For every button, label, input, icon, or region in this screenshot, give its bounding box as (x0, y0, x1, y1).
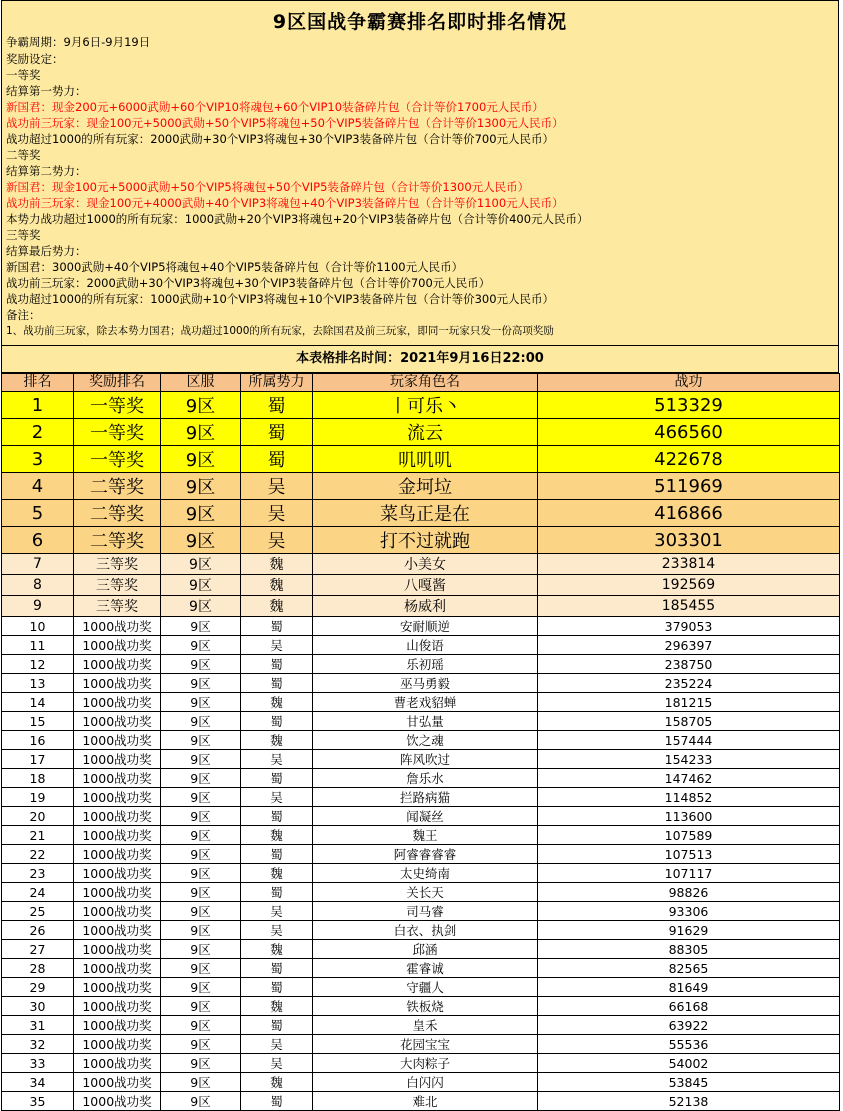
cell-server[interactable]: 9区 (161, 864, 241, 883)
cell-award[interactable]: 1000战功奖 (74, 940, 161, 959)
cell-server[interactable]: 9区 (161, 575, 241, 596)
cell-merit[interactable]: 466560 (538, 419, 840, 446)
cell-faction[interactable]: 魏 (241, 864, 313, 883)
cell-rank[interactable]: 17 (2, 750, 74, 769)
cell-rank[interactable]: 28 (2, 959, 74, 978)
cell-rank[interactable]: 31 (2, 1016, 74, 1035)
cell-rank[interactable]: 15 (2, 712, 74, 731)
notice-panel (1, 0, 839, 346)
cell-player-name[interactable]: 八嘎酱 (313, 575, 538, 596)
header-server[interactable]: 区服 (161, 374, 241, 392)
cell-merit[interactable]: 303301 (538, 527, 840, 554)
cell-rank[interactable]: 18 (2, 769, 74, 788)
table-row (2, 940, 840, 959)
cell-merit[interactable]: 154233 (538, 750, 840, 769)
cell-server[interactable]: 9区 (161, 674, 241, 693)
cell-merit[interactable]: 113600 (538, 807, 840, 826)
cell-server[interactable]: 9区 (161, 655, 241, 674)
cell-merit[interactable]: 511969 (538, 473, 840, 500)
cell-faction[interactable]: 魏 (241, 575, 313, 596)
cell-faction[interactable]: 蜀 (241, 392, 313, 419)
table-row (2, 1054, 840, 1073)
cell-rank[interactable]: 16 (2, 731, 74, 750)
table-row (2, 921, 840, 940)
notice-line: 新国君：现金200元+6000武勋+60个VIP10将魂包+60个VIP10装备碎片包（合计等价1700元人民币） (6, 100, 544, 114)
cell-rank[interactable]: 27 (2, 940, 74, 959)
cell-player-name[interactable]: 闻凝丝 (313, 807, 538, 826)
notice-line: 奖励设定： (6, 52, 64, 66)
cell-award[interactable]: 1000战功奖 (74, 731, 161, 750)
cell-faction[interactable]: 蜀 (241, 419, 313, 446)
table-row (2, 997, 840, 1016)
cell-player-name[interactable]: 霍睿诚 (313, 959, 538, 978)
cell-merit[interactable]: 107513 (538, 845, 840, 864)
cell-award[interactable]: 1000战功奖 (74, 959, 161, 978)
table-row (2, 392, 840, 419)
cell-award[interactable]: 三等奖 (74, 554, 161, 575)
table-row (2, 419, 840, 446)
cell-player-name[interactable]: 白闪闪 (313, 1073, 538, 1092)
cell-server[interactable]: 9区 (161, 731, 241, 750)
cell-faction[interactable]: 蜀 (241, 674, 313, 693)
cell-merit[interactable]: 238750 (538, 655, 840, 674)
cell-rank[interactable]: 3 (2, 446, 74, 473)
table-row (2, 750, 840, 769)
cell-server[interactable]: 9区 (161, 959, 241, 978)
header-award[interactable]: 奖励排名 (74, 374, 161, 392)
cell-player-name[interactable]: 守疆人 (313, 978, 538, 997)
cell-faction[interactable]: 魏 (241, 1073, 313, 1092)
cell-server[interactable]: 9区 (161, 1054, 241, 1073)
cell-rank[interactable]: 33 (2, 1054, 74, 1073)
cell-server[interactable]: 9区 (161, 788, 241, 807)
cell-player-name[interactable]: 太史绮南 (313, 864, 538, 883)
cell-faction[interactable]: 吴 (241, 636, 313, 655)
cell-merit[interactable]: 235224 (538, 674, 840, 693)
cell-faction[interactable]: 蜀 (241, 845, 313, 864)
cell-server[interactable]: 9区 (161, 473, 241, 500)
header-player-name[interactable]: 玩家角色名 (313, 374, 538, 392)
cell-faction[interactable]: 魏 (241, 997, 313, 1016)
notice-line: 备注： (6, 308, 41, 322)
cell-merit[interactable]: 147462 (538, 769, 840, 788)
cell-merit[interactable]: 233814 (538, 554, 840, 575)
cell-award[interactable]: 三等奖 (74, 575, 161, 596)
cell-merit[interactable]: 416866 (538, 500, 840, 527)
cell-server[interactable]: 9区 (161, 997, 241, 1016)
cell-award[interactable]: 1000战功奖 (74, 1016, 161, 1035)
cell-rank[interactable]: 8 (2, 575, 74, 596)
cell-award[interactable]: 1000战功奖 (74, 693, 161, 712)
cell-faction[interactable]: 吴 (241, 921, 313, 940)
cell-player-name[interactable]: 金坷垃 (313, 473, 538, 500)
cell-player-name[interactable]: 饮之魂 (313, 731, 538, 750)
cell-server[interactable]: 9区 (161, 940, 241, 959)
table-row (2, 1092, 840, 1111)
cell-rank[interactable]: 5 (2, 500, 74, 527)
cell-server[interactable]: 9区 (161, 617, 241, 636)
cell-merit[interactable]: 181215 (538, 693, 840, 712)
cell-faction[interactable]: 蜀 (241, 655, 313, 674)
cell-rank[interactable]: 14 (2, 693, 74, 712)
table-row (2, 575, 840, 596)
cell-player-name[interactable]: 安耐顺逆 (313, 617, 538, 636)
cell-merit[interactable]: 81649 (538, 978, 840, 997)
cell-faction[interactable]: 魏 (241, 596, 313, 617)
cell-server[interactable]: 9区 (161, 1092, 241, 1111)
cell-server[interactable]: 9区 (161, 712, 241, 731)
cell-merit[interactable]: 107117 (538, 864, 840, 883)
notice-line: 结算最后势力： (6, 244, 87, 258)
cell-faction[interactable]: 吴 (241, 788, 313, 807)
cell-player-name[interactable]: 詹乐水 (313, 769, 538, 788)
cell-player-name[interactable]: 甘弘量 (313, 712, 538, 731)
table-row (2, 712, 840, 731)
cell-award[interactable]: 1000战功奖 (74, 750, 161, 769)
cell-rank[interactable]: 24 (2, 883, 74, 902)
spreadsheet (1, 0, 839, 1111)
cell-server[interactable]: 9区 (161, 446, 241, 473)
cell-rank[interactable]: 26 (2, 921, 74, 940)
cell-server[interactable]: 9区 (161, 1073, 241, 1092)
cell-award[interactable]: 二等奖 (74, 527, 161, 554)
cell-player-name[interactable]: 山俊语 (313, 636, 538, 655)
cell-rank[interactable]: 35 (2, 1092, 74, 1111)
cell-server[interactable]: 9区 (161, 596, 241, 617)
cell-rank[interactable]: 11 (2, 636, 74, 655)
cell-award[interactable]: 一等奖 (74, 446, 161, 473)
cell-faction[interactable]: 蜀 (241, 883, 313, 902)
cell-player-name[interactable]: 丨可乐丶 (313, 392, 538, 419)
cell-rank[interactable]: 21 (2, 826, 74, 845)
cell-faction[interactable]: 吴 (241, 1054, 313, 1073)
cell-faction[interactable]: 蜀 (241, 1092, 313, 1111)
cell-award[interactable]: 1000战功奖 (74, 864, 161, 883)
cell-rank[interactable]: 29 (2, 978, 74, 997)
cell-merit[interactable]: 53845 (538, 1073, 840, 1092)
cell-rank[interactable]: 13 (2, 674, 74, 693)
cell-server[interactable]: 9区 (161, 769, 241, 788)
table-row (2, 554, 840, 575)
cell-award[interactable]: 1000战功奖 (74, 807, 161, 826)
table-row (2, 731, 840, 750)
cell-faction[interactable]: 吴 (241, 527, 313, 554)
cell-rank[interactable]: 32 (2, 1035, 74, 1054)
table-row (2, 693, 840, 712)
cell-player-name[interactable]: 阿睿睿睿睿 (313, 845, 538, 864)
cell-rank[interactable]: 10 (2, 617, 74, 636)
table-row (2, 500, 840, 527)
cell-rank[interactable]: 34 (2, 1073, 74, 1092)
cell-faction[interactable]: 魏 (241, 826, 313, 845)
table-row (2, 978, 840, 997)
cell-server[interactable]: 9区 (161, 636, 241, 655)
cell-award[interactable]: 1000战功奖 (74, 845, 161, 864)
page-title: 9区国战争霸赛排名即时排名情况 (272, 11, 568, 33)
cell-player-name[interactable]: 乐初瑶 (313, 655, 538, 674)
notice-line: 战功超过1000的所有玩家：2000武勋+30个VIP3将魂包+30个VIP3装备碎片包（合计等价700元人民币） (6, 132, 555, 146)
cell-faction[interactable]: 吴 (241, 500, 313, 527)
cell-award[interactable]: 1000战功奖 (74, 826, 161, 845)
cell-server[interactable]: 9区 (161, 807, 241, 826)
cell-rank[interactable]: 23 (2, 864, 74, 883)
cell-merit[interactable]: 422678 (538, 446, 840, 473)
header-merit[interactable]: 战功 (538, 374, 840, 392)
cell-player-name[interactable]: 阵风吹过 (313, 750, 538, 769)
cell-player-name[interactable]: 曹老戏貂蝉 (313, 693, 538, 712)
table-row (2, 788, 840, 807)
cell-faction[interactable]: 蜀 (241, 959, 313, 978)
cell-faction[interactable]: 蜀 (241, 446, 313, 473)
notice-line: 战功超过1000的所有玩家：1000武勋+10个VIP3将魂包+10个VIP3装备碎片包（合计等价300元人民币） (6, 292, 555, 306)
cell-award[interactable]: 1000战功奖 (74, 1092, 161, 1111)
table-row (2, 864, 840, 883)
cell-rank[interactable]: 2 (2, 419, 74, 446)
table-row (2, 655, 840, 674)
table-row (2, 446, 840, 473)
ranking-table-body (2, 392, 840, 1111)
cell-player-name[interactable]: 流云 (313, 419, 538, 446)
cell-award[interactable]: 一等奖 (74, 419, 161, 446)
cell-server[interactable]: 9区 (161, 978, 241, 997)
cell-server[interactable]: 9区 (161, 883, 241, 902)
table-row (2, 845, 840, 864)
cell-faction[interactable]: 蜀 (241, 978, 313, 997)
cell-award[interactable]: 1000战功奖 (74, 1035, 161, 1054)
cell-award[interactable]: 1000战功奖 (74, 769, 161, 788)
cell-merit[interactable]: 379053 (538, 617, 840, 636)
cell-award[interactable]: 三等奖 (74, 596, 161, 617)
cell-award[interactable]: 1000战功奖 (74, 1073, 161, 1092)
cell-award[interactable]: 1000战功奖 (74, 902, 161, 921)
cell-award[interactable]: 1000战功奖 (74, 674, 161, 693)
cell-award[interactable]: 1000战功奖 (74, 997, 161, 1016)
cell-rank[interactable]: 7 (2, 554, 74, 575)
cell-award[interactable]: 1000战功奖 (74, 883, 161, 902)
cell-faction[interactable]: 吴 (241, 1035, 313, 1054)
cell-merit[interactable]: 52138 (538, 1092, 840, 1111)
notice-line: 1、战功前三玩家，除去本势力国君；战功超过1000的所有玩家，去除国君及前三玩家，即同一玩家只发一份高项奖励 (6, 325, 554, 337)
cell-rank[interactable]: 19 (2, 788, 74, 807)
notice-line: 新国君：现金100元+5000武勋+50个VIP5将魂包+50个VIP5装备碎片包（合计等价1300元人民币） (6, 180, 530, 194)
table-row (2, 674, 840, 693)
table-row (2, 1073, 840, 1092)
cell-award[interactable]: 1000战功奖 (74, 921, 161, 940)
cell-award[interactable]: 1000战功奖 (74, 712, 161, 731)
cell-server[interactable]: 9区 (161, 527, 241, 554)
cell-faction[interactable]: 蜀 (241, 769, 313, 788)
cell-player-name[interactable]: 拦路病猫 (313, 788, 538, 807)
cell-faction[interactable]: 吴 (241, 750, 313, 769)
cell-faction[interactable]: 吴 (241, 473, 313, 500)
cell-rank[interactable]: 20 (2, 807, 74, 826)
cell-merit[interactable]: 54002 (538, 1054, 840, 1073)
cell-merit[interactable]: 82565 (538, 959, 840, 978)
notice-line: 战功前三玩家：现金100元+5000武勋+50个VIP5将魂包+50个VIP5装备碎片包（合计等价1300元人民币） (6, 116, 564, 130)
cell-server[interactable]: 9区 (161, 1035, 241, 1054)
ranking-table (1, 373, 840, 1111)
cell-server[interactable]: 9区 (161, 921, 241, 940)
table-row (2, 617, 840, 636)
table-row (2, 596, 840, 617)
cell-faction[interactable]: 魏 (241, 693, 313, 712)
cell-player-name[interactable]: 皇禾 (313, 1016, 538, 1035)
cell-player-name[interactable]: 叽叽叽 (313, 446, 538, 473)
cell-faction[interactable]: 蜀 (241, 617, 313, 636)
cell-faction[interactable]: 魏 (241, 940, 313, 959)
cell-player-name[interactable]: 杨威利 (313, 596, 538, 617)
table-row (2, 527, 840, 554)
cell-rank[interactable]: 25 (2, 902, 74, 921)
cell-merit[interactable]: 63922 (538, 1016, 840, 1035)
notice-line: 一等奖 (6, 68, 41, 82)
cell-merit[interactable]: 296397 (538, 636, 840, 655)
table-header-row (2, 374, 840, 392)
table-row (2, 473, 840, 500)
cell-merit[interactable]: 88305 (538, 940, 840, 959)
cell-award[interactable]: 1000战功奖 (74, 636, 161, 655)
notice-line: 本势力战功超过1000的所有玩家：1000武勋+20个VIP3将魂包+20个VIP3装备碎片包（合计等价400元人民币） (6, 212, 589, 226)
cell-award[interactable]: 一等奖 (74, 392, 161, 419)
header-faction[interactable]: 所属势力 (241, 374, 313, 392)
cell-merit[interactable]: 192569 (538, 575, 840, 596)
notice-line: 结算第一势力： (6, 84, 87, 98)
notice-line: 结算第二势力： (6, 164, 87, 178)
cell-rank[interactable]: 12 (2, 655, 74, 674)
cell-player-name[interactable]: 难北 (313, 1092, 538, 1111)
cell-server[interactable]: 9区 (161, 392, 241, 419)
cell-merit[interactable]: 107589 (538, 826, 840, 845)
cell-player-name[interactable]: 邱涵 (313, 940, 538, 959)
cell-server[interactable]: 9区 (161, 750, 241, 769)
notice-line: 争霸周期：9月6日-9月19日 (6, 35, 151, 49)
cell-server[interactable]: 9区 (161, 826, 241, 845)
cell-server[interactable]: 9区 (161, 1016, 241, 1035)
cell-server[interactable]: 9区 (161, 419, 241, 446)
ranking-time-bar: 本表格排名时间：2021年9月16日22:00 (1, 346, 839, 373)
header-rank[interactable]: 排名 (2, 374, 74, 392)
notice-line: 新国君：3000武勋+40个VIP5将魂包+40个VIP5装备碎片包（合计等价1100元人民币） (6, 260, 464, 274)
cell-merit[interactable]: 66168 (538, 997, 840, 1016)
cell-award[interactable]: 二等奖 (74, 473, 161, 500)
cell-rank[interactable]: 9 (2, 596, 74, 617)
cell-faction[interactable]: 蜀 (241, 807, 313, 826)
cell-player-name[interactable]: 铁板烧 (313, 997, 538, 1016)
notice-line: 战功前三玩家：现金100元+4000武勋+40个VIP3将魂包+40个VIP3装备碎片包（合计等价1100元人民币） (6, 196, 564, 210)
table-row (2, 902, 840, 921)
cell-award[interactable]: 1000战功奖 (74, 1054, 161, 1073)
cell-rank[interactable]: 30 (2, 997, 74, 1016)
cell-merit[interactable]: 185455 (538, 596, 840, 617)
cell-faction[interactable]: 蜀 (241, 712, 313, 731)
cell-merit[interactable]: 93306 (538, 902, 840, 921)
cell-rank[interactable]: 22 (2, 845, 74, 864)
cell-award[interactable]: 1000战功奖 (74, 788, 161, 807)
cell-merit[interactable]: 55536 (538, 1035, 840, 1054)
cell-rank[interactable]: 6 (2, 527, 74, 554)
cell-faction[interactable]: 吴 (241, 902, 313, 921)
cell-player-name[interactable]: 白衣、执剑 (313, 921, 538, 940)
cell-merit[interactable]: 513329 (538, 392, 840, 419)
table-row (2, 636, 840, 655)
cell-player-name[interactable]: 司马睿 (313, 902, 538, 921)
cell-faction[interactable]: 魏 (241, 554, 313, 575)
cell-award[interactable]: 1000战功奖 (74, 655, 161, 674)
table-row (2, 769, 840, 788)
cell-server[interactable]: 9区 (161, 693, 241, 712)
cell-server[interactable]: 9区 (161, 500, 241, 527)
table-row (2, 1016, 840, 1035)
cell-server[interactable]: 9区 (161, 554, 241, 575)
cell-merit[interactable]: 114852 (538, 788, 840, 807)
table-row (2, 826, 840, 845)
cell-player-name[interactable]: 巫马勇毅 (313, 674, 538, 693)
cell-rank[interactable]: 1 (2, 392, 74, 419)
cell-faction[interactable]: 蜀 (241, 1016, 313, 1035)
table-row (2, 807, 840, 826)
notice-line: 战功前三玩家：2000武勋+30个VIP3将魂包+30个VIP3装备碎片包（合计等价700元人民币） (6, 276, 491, 290)
cell-player-name[interactable]: 小美女 (313, 554, 538, 575)
cell-rank[interactable]: 4 (2, 473, 74, 500)
table-row (2, 1035, 840, 1054)
cell-server[interactable]: 9区 (161, 902, 241, 921)
cell-merit[interactable]: 91629 (538, 921, 840, 940)
cell-award[interactable]: 1000战功奖 (74, 978, 161, 997)
cell-merit[interactable]: 98826 (538, 883, 840, 902)
cell-player-name[interactable]: 大肉粽子 (313, 1054, 538, 1073)
cell-player-name[interactable]: 花园宝宝 (313, 1035, 538, 1054)
table-row (2, 883, 840, 902)
notice-line: 二等奖 (6, 148, 41, 162)
cell-player-name[interactable]: 菜鸟正是在 (313, 500, 538, 527)
cell-player-name[interactable]: 打不过就跑 (313, 527, 538, 554)
cell-player-name[interactable]: 关长天 (313, 883, 538, 902)
cell-player-name[interactable]: 魏王 (313, 826, 538, 845)
notice-line: 三等奖 (6, 228, 41, 242)
table-row (2, 959, 840, 978)
cell-server[interactable]: 9区 (161, 845, 241, 864)
cell-award[interactable]: 二等奖 (74, 500, 161, 527)
cell-merit[interactable]: 157444 (538, 731, 840, 750)
cell-faction[interactable]: 魏 (241, 731, 313, 750)
cell-merit[interactable]: 158705 (538, 712, 840, 731)
cell-award[interactable]: 1000战功奖 (74, 617, 161, 636)
